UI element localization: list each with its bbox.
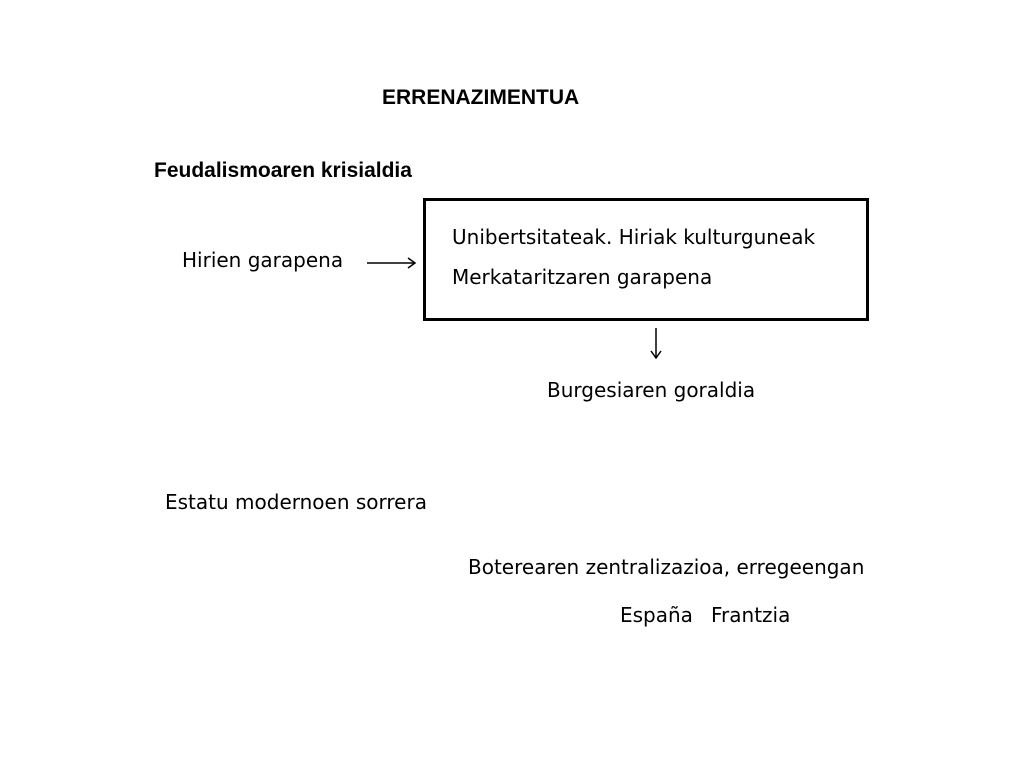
consequences-box xyxy=(423,198,869,321)
centralization-label: Boterearen zentralizazioa, erregeengan xyxy=(468,555,865,579)
cause-label: Hirien garapena xyxy=(182,248,344,272)
box-line-trade: Merkataritzaren garapena xyxy=(452,265,713,289)
section-heading-feudalism: Feudalismoaren krisialdia xyxy=(154,159,412,182)
example-spain: España xyxy=(620,603,693,627)
section-heading-modern-states: Estatu modernoen sorrera xyxy=(165,490,427,514)
box-line-universities: Unibertsitateak. Hiriak kulturguneak xyxy=(452,225,816,249)
right-arrow-icon xyxy=(365,255,423,271)
page-title: ERRENAZIMENTUA xyxy=(382,86,580,109)
result-label: Burgesiaren goraldia xyxy=(547,378,756,402)
down-arrow-icon xyxy=(648,326,664,362)
example-france: Frantzia xyxy=(711,603,791,627)
